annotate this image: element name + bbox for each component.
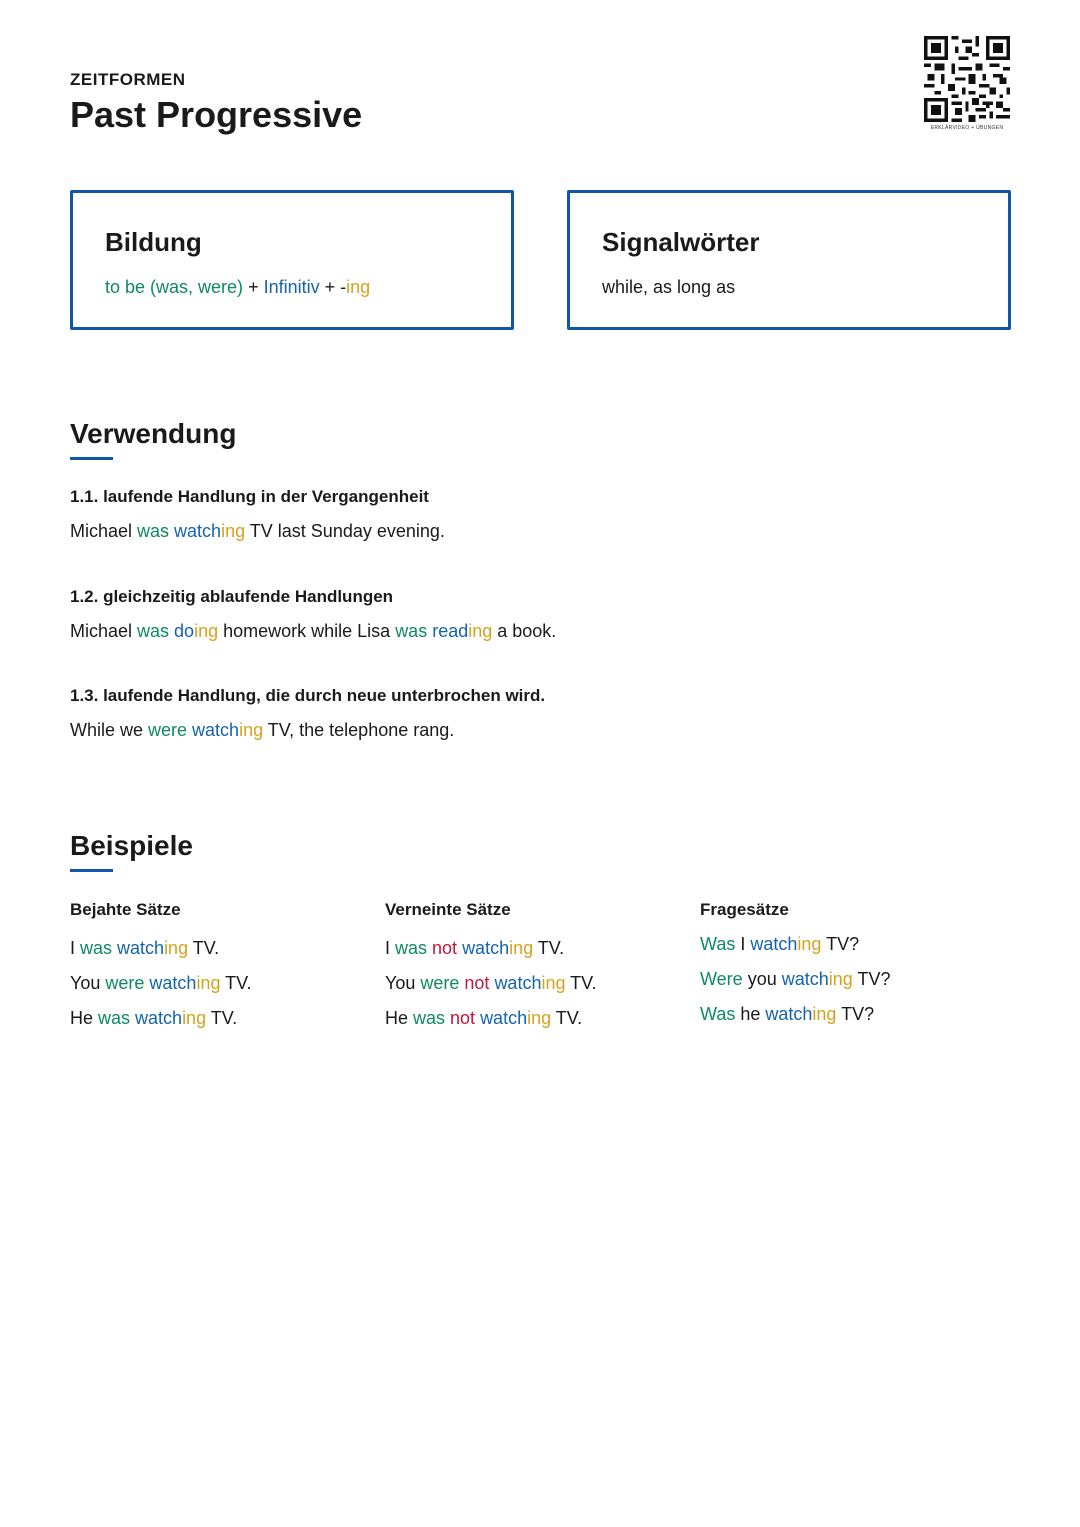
text-segment: I — [70, 938, 81, 958]
text-segment: I — [385, 938, 396, 958]
verwendung-heading: Verwendung — [70, 418, 237, 449]
usage-example-3 — [70, 720, 454, 741]
text-segment-blue: watch — [480, 1008, 528, 1028]
signalwoerter-card — [567, 190, 1011, 330]
text-segment-green: was — [80, 938, 118, 958]
text-segment-red: not — [464, 973, 495, 993]
text-segment-gold: ing — [468, 621, 493, 641]
text-segment-blue: read — [432, 621, 469, 641]
text-segment: TV? — [821, 934, 860, 954]
text-segment-blue: watch — [149, 973, 197, 993]
signalwoerter-text: while, as long as — [602, 277, 736, 297]
text-segment-gold: ing — [239, 720, 264, 740]
text-segment-gold: ing — [509, 938, 534, 958]
bildung-formula — [105, 277, 370, 298]
text-segment: + — [243, 277, 264, 297]
text-segment: TV. — [565, 973, 597, 993]
eyebrow-label: ZEITFORMEN — [70, 70, 186, 89]
example-line — [700, 1002, 1000, 1037]
example-line — [385, 1006, 685, 1041]
text-segment-green: Was — [700, 934, 736, 954]
text-segment-green: Were — [700, 969, 743, 989]
text-segment-blue: watch — [462, 938, 510, 958]
verwendung-underline — [70, 457, 113, 460]
beispiele-heading: Beispiele — [70, 830, 193, 861]
example-line — [70, 936, 370, 971]
text-segment-green: was — [395, 938, 433, 958]
text-segment-red: not — [432, 938, 463, 958]
text-segment-green: to be (was, were) — [105, 277, 244, 297]
text-segment: TV last Sunday evening. — [245, 521, 445, 541]
text-segment: you — [742, 969, 782, 989]
qr-code[interactable] — [924, 36, 1010, 131]
text-segment-blue: watch — [765, 1004, 813, 1024]
usage-example-2 — [70, 621, 556, 642]
text-segment-blue: watch — [174, 521, 222, 541]
text-segment-gold: ing — [812, 1004, 837, 1024]
text-segment-gold: ing — [164, 938, 189, 958]
text-segment: homework while Lisa — [218, 621, 396, 641]
text-segment: + - — [319, 277, 347, 297]
bildung-heading: Bildung — [105, 227, 202, 257]
column-fragesaetze — [700, 900, 1000, 1037]
qr-caption: ERKLÄRVIDEO + ÜBUNGEN — [930, 125, 1004, 131]
text-segment: TV? — [836, 1004, 875, 1024]
column-title: Bejahte Sätze — [70, 900, 181, 919]
text-segment-green: was — [137, 621, 175, 641]
usage-title-3: 1.3. laufende Handlung, die durch neue unterbrochen wird. — [70, 686, 546, 705]
column-title: Fragesätze — [700, 900, 789, 919]
text-segment-green: were — [148, 720, 193, 740]
qr-code-icon — [924, 36, 1010, 122]
column-bejahte — [70, 900, 370, 1041]
text-segment-green: was — [395, 621, 433, 641]
example-line — [385, 936, 685, 971]
text-segment-green: was — [137, 521, 175, 541]
text-segment-blue: watch — [781, 969, 829, 989]
text-segment-red: not — [450, 1008, 481, 1028]
text-segment-gold: ing — [346, 277, 371, 297]
text-segment: I — [735, 934, 751, 954]
example-line — [700, 967, 1000, 1002]
text-segment-blue: watch — [494, 973, 542, 993]
text-segment-blue: watch — [117, 938, 165, 958]
text-segment-blue: watch — [135, 1008, 183, 1028]
text-segment-green: were — [105, 973, 150, 993]
text-segment: TV. — [551, 1008, 583, 1028]
text-segment: he — [735, 1004, 766, 1024]
text-segment-gold: ing — [527, 1008, 552, 1028]
example-line — [70, 1006, 370, 1041]
text-segment-green: Was — [700, 1004, 736, 1024]
text-segment-gold: ing — [828, 969, 853, 989]
text-segment-blue: do — [174, 621, 195, 641]
text-segment: TV. — [533, 938, 565, 958]
text-segment-green: was — [413, 1008, 451, 1028]
text-segment: TV? — [852, 969, 891, 989]
text-segment: You — [385, 973, 421, 993]
text-segment-green: were — [420, 973, 465, 993]
text-segment-gold: ing — [797, 934, 822, 954]
text-segment-gold: ing — [221, 521, 246, 541]
text-segment-blue: watch — [192, 720, 240, 740]
text-segment-gold: ing — [182, 1008, 207, 1028]
text-segment: TV. — [188, 938, 220, 958]
text-segment: a book. — [492, 621, 557, 641]
example-line — [700, 932, 1000, 967]
text-segment-blue: Infinitiv — [263, 277, 320, 297]
text-segment: Michael — [70, 521, 138, 541]
text-segment-gold: ing — [196, 973, 221, 993]
usage-example-1 — [70, 521, 445, 542]
column-title: Verneinte Sätze — [385, 900, 511, 919]
page-title: Past Progressive — [70, 94, 363, 135]
text-segment-gold: ing — [194, 621, 219, 641]
text-segment: While we — [70, 720, 149, 740]
text-segment-blue: watch — [750, 934, 798, 954]
text-segment: TV. — [206, 1008, 238, 1028]
example-line — [70, 971, 370, 1006]
text-segment-green: was — [98, 1008, 136, 1028]
usage-title-1: 1.1. laufende Handlung in der Vergangenheit — [70, 487, 429, 506]
usage-title-2: 1.2. gleichzeitig ablaufende Handlungen — [70, 587, 394, 606]
example-line — [385, 971, 685, 1006]
text-segment: He — [70, 1008, 99, 1028]
text-segment: TV, the telephone rang. — [263, 720, 455, 740]
signalwoerter-heading: Signalwörter — [602, 227, 760, 257]
beispiele-underline — [70, 869, 113, 872]
text-segment: Michael — [70, 621, 138, 641]
text-segment: You — [70, 973, 106, 993]
column-verneinte — [385, 900, 685, 1041]
text-segment-gold: ing — [541, 973, 566, 993]
bildung-card — [70, 190, 514, 330]
text-segment: He — [385, 1008, 414, 1028]
text-segment: TV. — [220, 973, 252, 993]
